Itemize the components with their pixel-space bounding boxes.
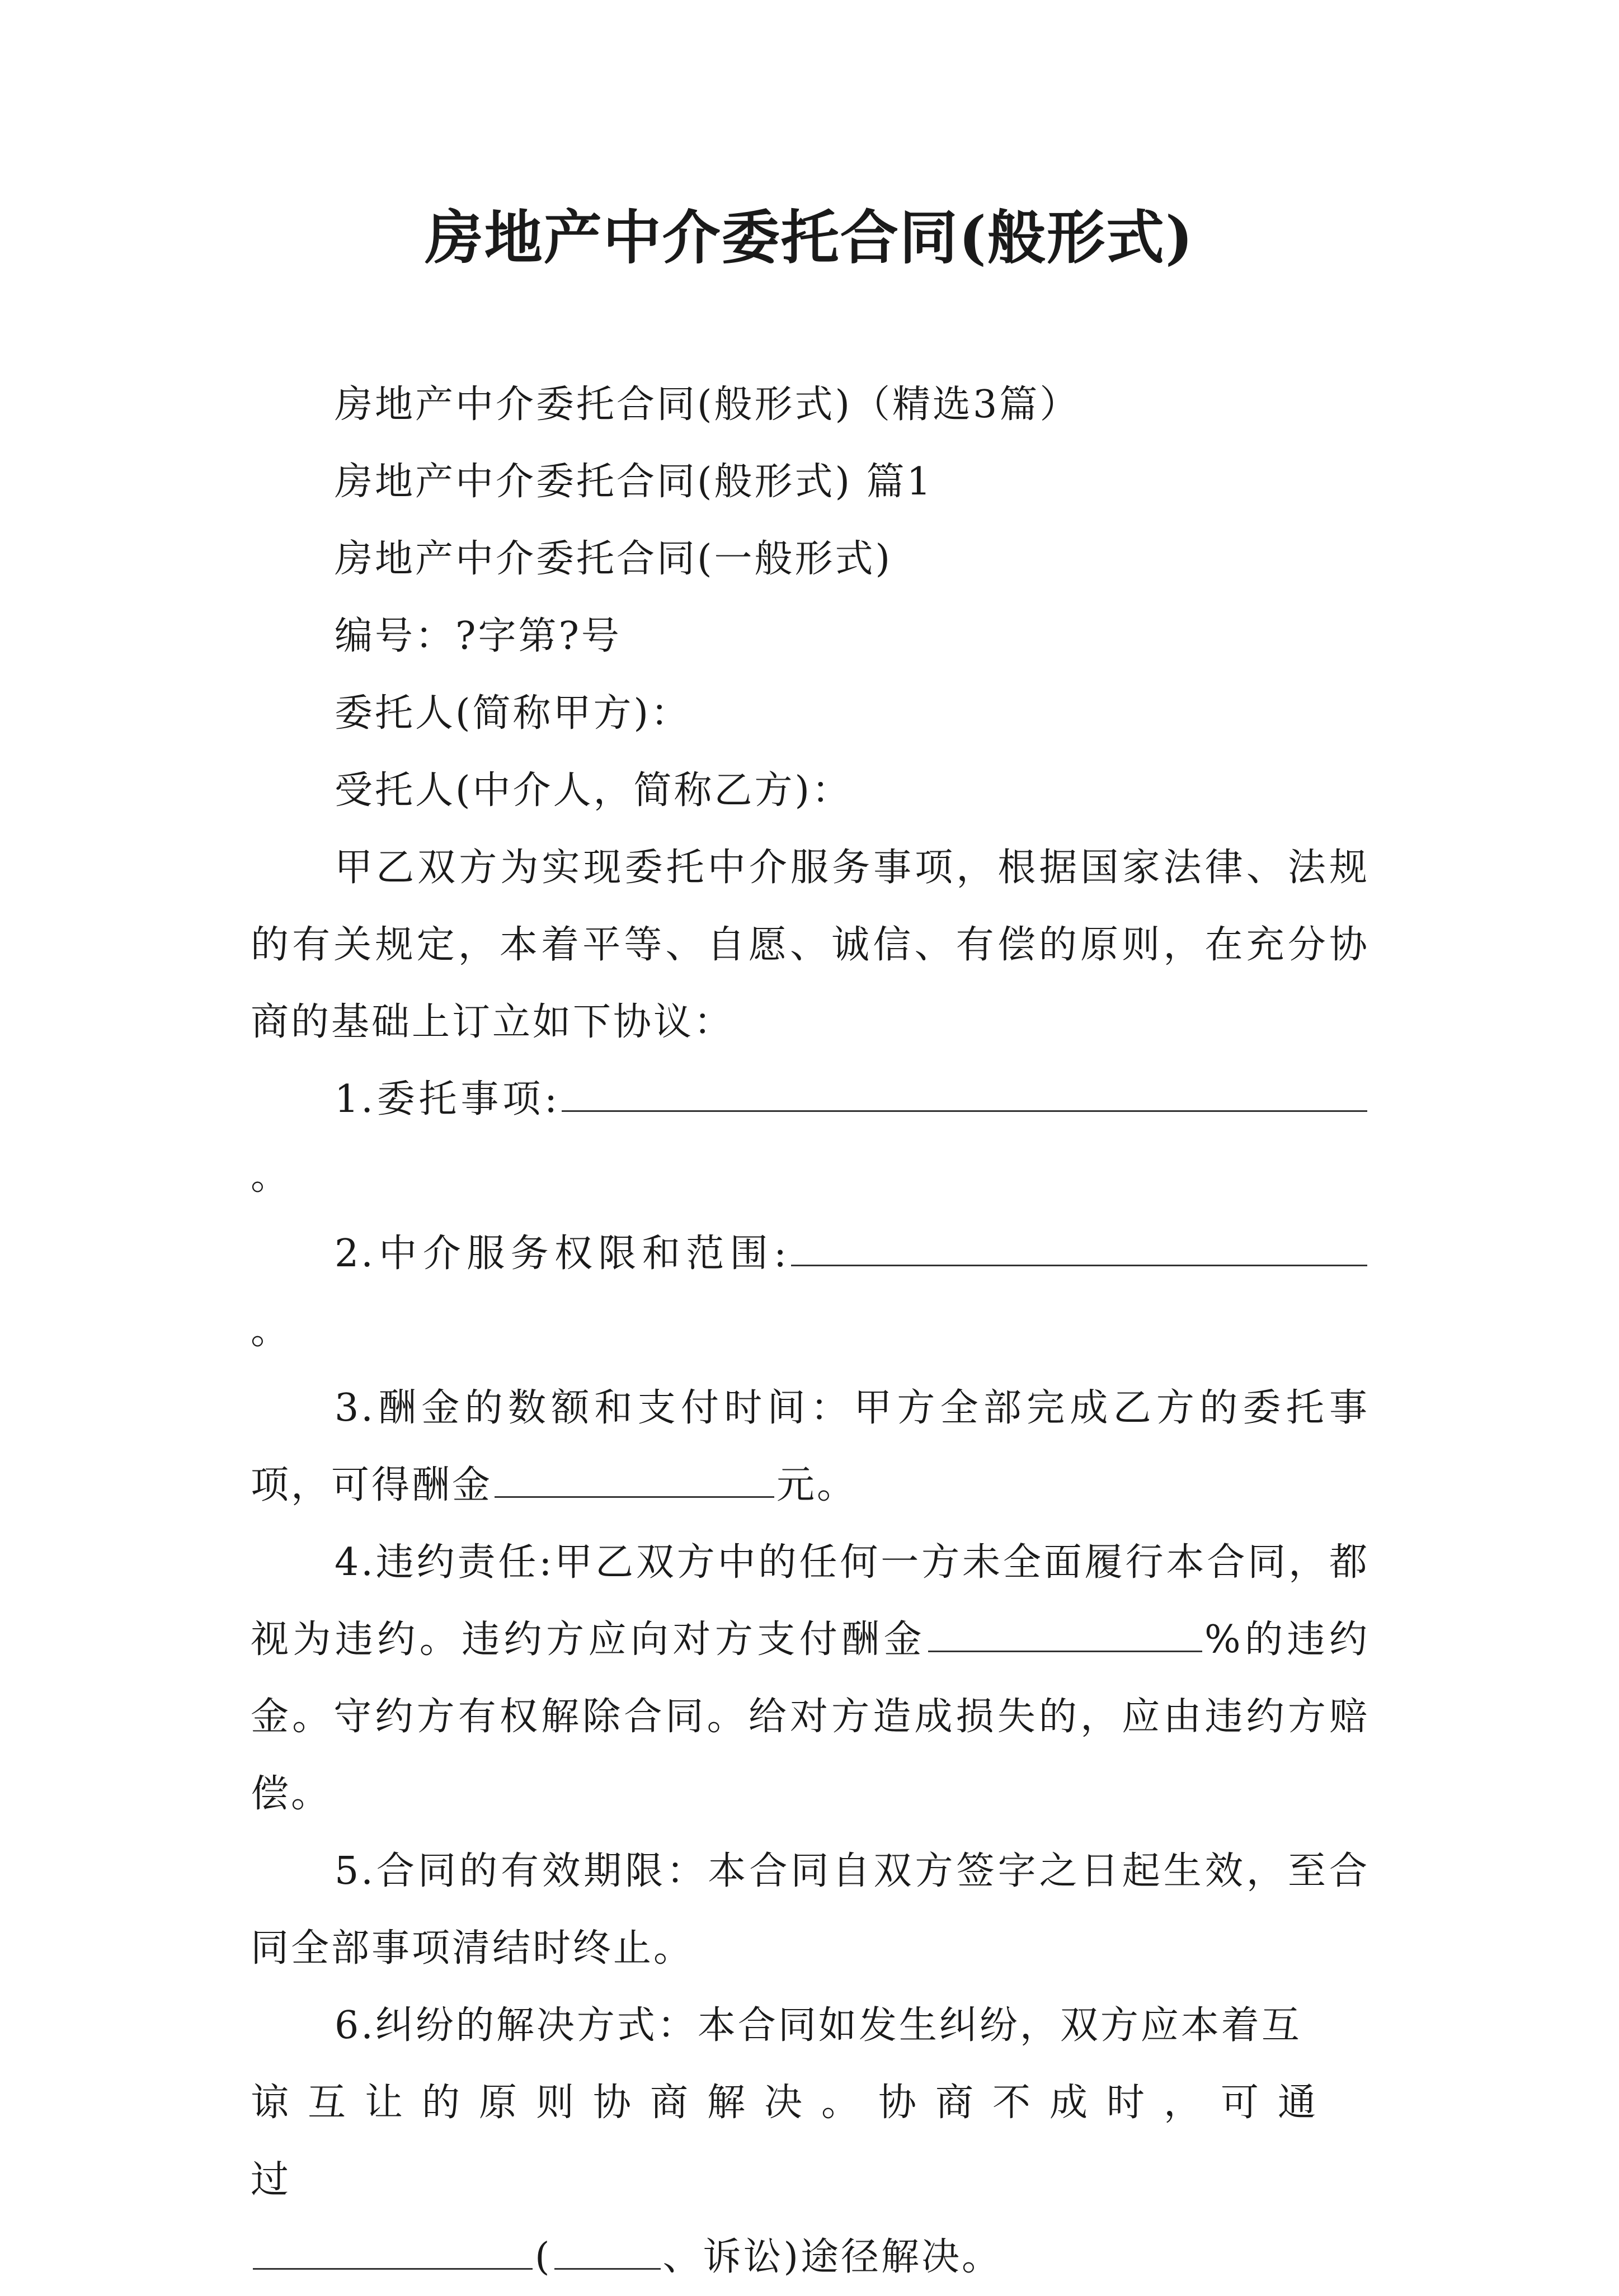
clause-5: 5.合同的有效期限：本合同自双方签字之日起生效，至合同全部事项清结时终止。 [251, 1849, 1369, 1970]
clause-6-blank-2 [554, 2234, 661, 2270]
clause-3-text: 3.酬金的数额和支付时间：甲方全部完成乙方的委托事项，可得酬金 [251, 1386, 1369, 1507]
clause-4-text: 4.违约责任:甲乙双方中的任何一方未全面履行本合同，都视为违约。违约方应向对方支付酬金 [251, 1540, 1369, 1662]
contract-subtitle: 房地产中介委托合同(一般形式) [335, 537, 893, 581]
contract-number: 编号：?字第?号 [335, 614, 622, 658]
clause-2 [251, 1215, 1369, 1370]
clause-3-blank [495, 1463, 774, 1498]
document-body [251, 366, 1369, 2296]
agent-line: 受托人(中介人，简称乙方)： [335, 769, 853, 813]
clause-6-text-b: 谅互让的原则协商解决。协商不成时，可通过 [251, 2081, 1335, 2202]
clause-2-label: 2.中介服务权限和范围: [335, 1232, 789, 1276]
clause-2-blank [791, 1231, 1367, 1266]
principal-line: 委托人(简称甲方)： [335, 691, 691, 736]
document-title: 房地产中介委托合同(般形式) [425, 203, 1194, 272]
clause-6-line-3 [251, 2219, 1369, 2296]
clause-6-line-2 [251, 2064, 1369, 2219]
clause-4-end: %的违约金。守约方有权解除合同。给对方造成损失的，应由违约方赔偿。 [251, 1618, 1369, 1816]
preamble-paragraph: 甲乙双方为实现委托中介服务事项，根据国家法律、法规的有关规定，本着平等、自愿、诚信、有偿的原则，在充分协商的基础上订立如下协议： [251, 846, 1369, 1044]
clause-4-blank [928, 1617, 1202, 1652]
clause-4 [251, 1524, 1369, 1833]
clause-6-text-a: 6.纠纷的解决方式：本合同如发生纠纷，双方应本着互 [335, 2003, 1302, 2048]
intro-line: 房地产中介委托合同(般形式)（精选3篇） [335, 383, 1080, 427]
clause-1-blank [562, 1077, 1367, 1112]
clause-1-end: 。 [251, 1154, 291, 1199]
clause-1-label: 1.委托事项: [335, 1077, 559, 1121]
clause-6-blank-1 [253, 2234, 533, 2270]
clause-6-end: 、诉讼)途径解决。 [662, 2235, 1003, 2279]
clause-6-open: ( [535, 2235, 552, 2279]
clause-3-end: 元。 [776, 1463, 858, 1507]
clause-1 [251, 1061, 1369, 1215]
clause-6 [251, 1987, 1369, 2064]
clause-3 [251, 1370, 1369, 1524]
chapter-heading: 房地产中介委托合同(般形式) 篇1 [335, 460, 933, 504]
clause-2-end: 。 [251, 1309, 291, 1353]
